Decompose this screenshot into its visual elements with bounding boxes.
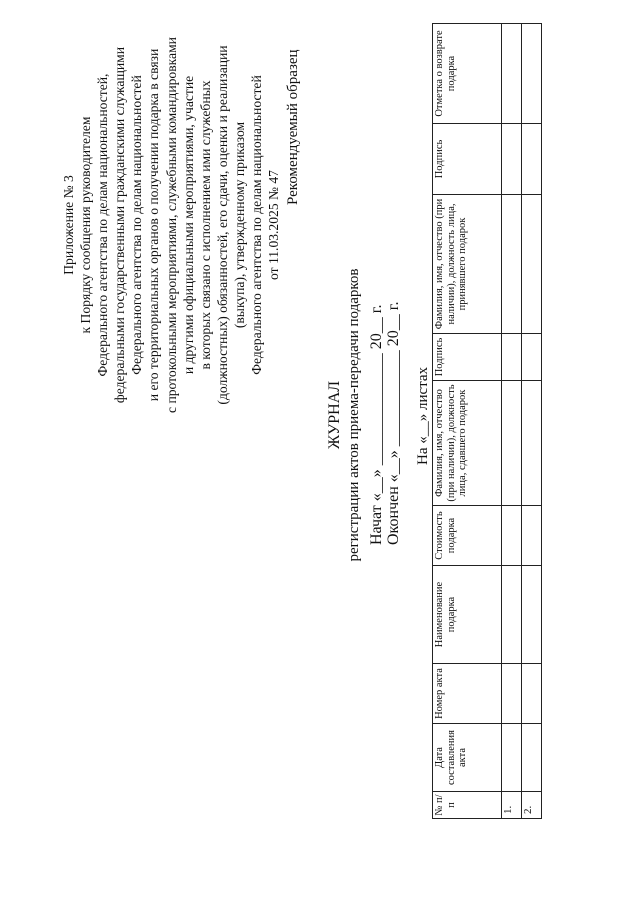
header-cell-receiver-signature: Подпись — [433, 124, 502, 195]
table-cell — [522, 195, 542, 334]
appendix-line: в которых связано с исполнением ими служебных — [197, 80, 213, 370]
table-cell — [502, 334, 522, 381]
table-cell: 1. — [502, 792, 522, 819]
table-cell — [522, 664, 542, 724]
sheets-count-line: На «__» листах — [415, 366, 431, 465]
started-date-line: Начат «__» ______________ 20__ г. — [368, 304, 385, 545]
table-cell — [522, 24, 542, 124]
header-cell-return-mark: Отметка о возврате подарка — [433, 24, 502, 124]
header-cell-gift-name: Наименование подарка — [433, 566, 502, 664]
table-row — [522, 24, 542, 819]
header-cell-giver-signature: Подпись — [433, 334, 502, 381]
appendix-line: (должностных) обязанностей, его сдачи, оценки и реализации — [214, 45, 230, 405]
appendix-line: от 11.03.2025 № 47 — [266, 170, 282, 280]
table-cell — [502, 24, 522, 124]
table-cell — [522, 724, 542, 792]
table-cell — [502, 664, 522, 724]
appendix-line: и другими официальными мероприятиями, участие — [180, 75, 196, 375]
journal-title-main: ЖУРНАЛ — [326, 380, 343, 450]
journal-table — [432, 23, 542, 819]
table-cell — [502, 381, 522, 506]
journal-title-sub: регистрации актов приема-передачи подарков — [346, 268, 362, 562]
appendix-line: с протокольными мероприятиями, служебными командировками — [163, 37, 179, 413]
appendix-header — [60, 0, 282, 485]
table-cell — [502, 566, 522, 664]
header-cell-gift-cost: Стоимость подарка — [433, 506, 502, 566]
table-cell — [522, 334, 542, 381]
header-cell-number: № п/п — [433, 792, 502, 819]
header-cell-act-date: Дата составления акта — [433, 724, 502, 792]
table-cell — [522, 124, 542, 195]
journal-title — [325, 155, 364, 675]
table-cell — [522, 381, 542, 506]
table-cell — [522, 506, 542, 566]
table-cell — [522, 566, 542, 664]
table-cell — [502, 506, 522, 566]
appendix-line: Федерального агентства по делам национальностей — [249, 75, 265, 375]
header-cell-act-number: Номер акта — [433, 664, 502, 724]
appendix-line: Федерального агентства по делам национальностей — [129, 75, 145, 375]
appendix-line: (выкупа), утвержденному приказом — [231, 121, 247, 329]
appendix-line: и его территориальных органов о получении подарка в связи — [146, 48, 162, 402]
table-cell: 2. — [522, 792, 542, 819]
appendix-line: Федерального агентства по делам национальностей, — [95, 73, 111, 377]
table-cell — [502, 195, 522, 334]
recommended-sample-label: Рекомендуемый образец — [285, 49, 301, 205]
appendix-line: к Порядку сообщения руководителем — [78, 116, 94, 334]
table-cell — [502, 124, 522, 195]
appendix-line: федеральными государственными гражданскими служащими — [112, 46, 128, 404]
journal-dates — [368, 301, 402, 545]
header-cell-giver: Фамилия, имя, отчество (при наличии), должность лица, сдавшего подарок — [433, 381, 502, 506]
header-cell-receiver: Фамилия, имя, отчество (при наличии), должность лица, принявшего подарок — [433, 195, 502, 334]
table-row — [502, 24, 522, 819]
appendix-line: Приложение № 3 — [61, 175, 76, 275]
table-cell — [502, 724, 522, 792]
table-header-row — [433, 24, 502, 819]
finished-date-line: Окончен «__» ____________ 20__ г. — [385, 301, 402, 545]
